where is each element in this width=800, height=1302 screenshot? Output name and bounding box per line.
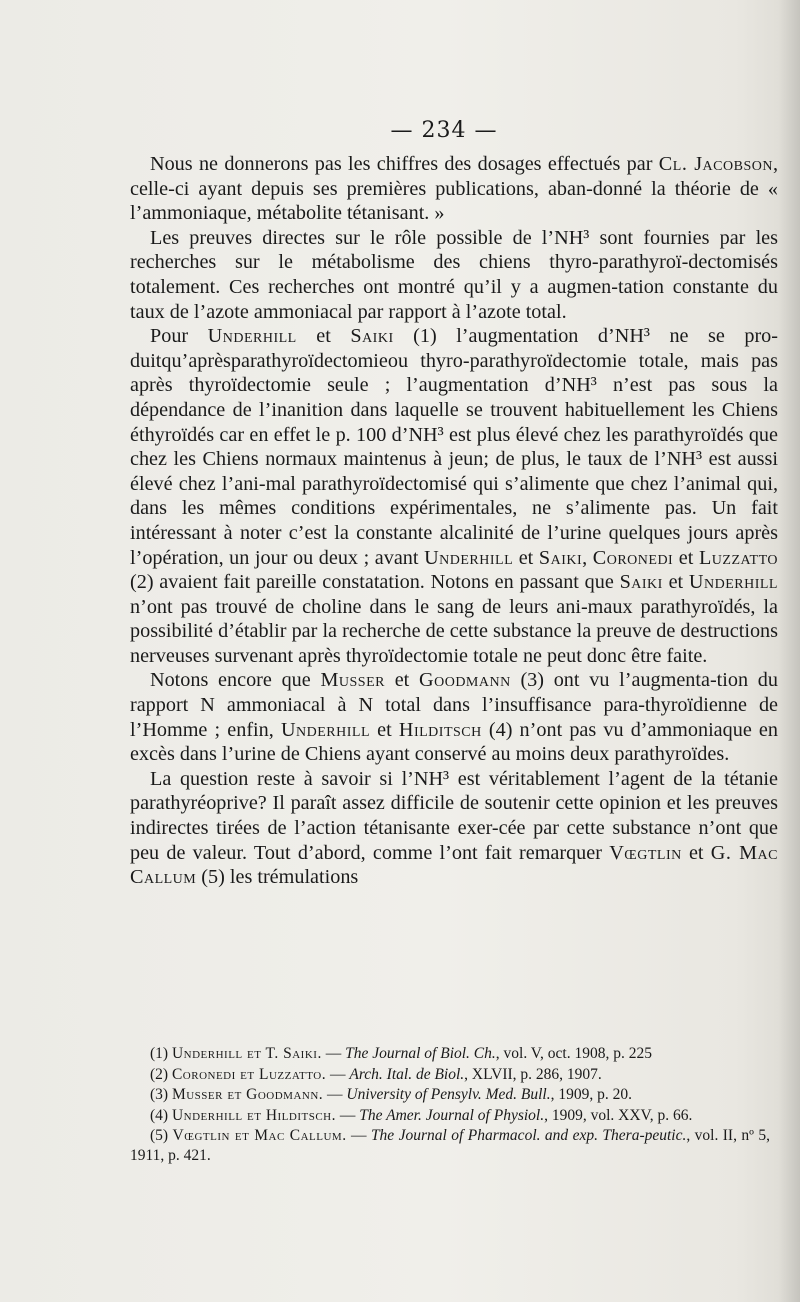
author-name: G. Mac Callum — [130, 841, 779, 889]
author-name: Hilditsch — [398, 718, 482, 741]
author-name: Saiki — [619, 571, 663, 594]
author-name: Saiki — [538, 546, 583, 569]
footnote-separator: — — [323, 1086, 347, 1103]
footnote-separator: — — [321, 1045, 346, 1062]
footnote-number: (1) — [150, 1045, 172, 1062]
footnote-5 — [130, 1126, 770, 1165]
author-name: Musser — [320, 669, 385, 692]
footnote-number: (5) — [150, 1127, 173, 1144]
text: Les preuves directes sur le rôle possible de l’NH³ sont fournies par les recherches sur le métabolisme des chiens thyro-parathyroï-dectomisés totalement. Ces recherches ont montré qu’il y a augmen-tation constante du taux de l’azote ammoniacal par rapport à l’azote total. — [130, 226, 778, 323]
footnote-journal: University of Pensylv. Med. Bull. — [346, 1086, 551, 1103]
text: et — [662, 571, 689, 594]
footnotes — [130, 1044, 770, 1166]
text: et — [673, 546, 699, 569]
footnote-4 — [130, 1106, 770, 1126]
footnote-reference: , 1909, vol. XXV, p. 66. — [544, 1106, 693, 1124]
body-text — [130, 152, 778, 890]
text: et — [370, 718, 399, 741]
author-name: Goodmann — [419, 669, 511, 692]
text: Notons encore que — [150, 669, 321, 692]
author-name: Luzzatto — [698, 546, 779, 569]
text: La question reste à savoir si l’NH³ est véritablement l’agent de la tétanie parathyréoprive? Il paraît assez difficile de soutenir cette opinion et les preuves indirectes tirées de l’action tétanisante exer-cée par cette substance n’ont que peu de valeur. Tout d’abord, comme l’ont fait remarquer — [130, 767, 778, 864]
text: , — [582, 546, 593, 569]
footnote-journal: The Amer. Journal of Physiol. — [359, 1106, 545, 1124]
text: n’ont pas trouvé de choline dans le sang de leurs ani-maux parathyroïdés, la possibilité d’établir par la recherche de cette substance la preuve de destructions nerveuses survenant après thyroïdectomie totale ne peut donc être faite. — [130, 595, 778, 667]
footnote-separator: — — [346, 1127, 371, 1144]
author-name: Underhill — [207, 325, 297, 348]
author-name: Underhill — [280, 718, 371, 741]
footnote-number: (3) — [150, 1086, 172, 1103]
author-name: Coronedi — [592, 546, 674, 569]
author-name: Cl. Jacobson — [658, 153, 773, 175]
paragraph-5 — [130, 767, 778, 890]
author-name: Underhill — [688, 571, 778, 594]
footnote-reference: , vol. II, nº 5, 1911, p. 421. — [130, 1127, 771, 1164]
paragraph-4 — [130, 668, 778, 766]
paragraph-3 — [130, 324, 778, 668]
footnote-number: (4) — [150, 1106, 172, 1124]
footnote-reference: , vol. V, oct. 1908, p. 225 — [495, 1045, 652, 1062]
text: (5) les trémulations — [196, 866, 359, 889]
text: (2) avaient fait pareille constatation. Notons en passant que — [130, 571, 620, 594]
footnote-2 — [130, 1065, 770, 1085]
page-number: — 234 — — [390, 118, 498, 143]
text: , celle-ci ayant depuis ses premières publications, aban-donné la théorie de « l’ammoniaque, métabolite tétanisant. » — [130, 153, 778, 225]
footnote-authors: Coronedi et Luzzatto. — [171, 1065, 327, 1083]
text: (4) n’ont pas vu d’ammoniaque en excès dans l’urine de Chiens ayant conservé au moins deux parathyroïdes. — [130, 718, 778, 766]
footnote-authors: Musser et Goodmann. — [171, 1086, 324, 1103]
footnote-number: (2) — [150, 1065, 172, 1083]
text: et — [513, 546, 539, 569]
text: et — [384, 669, 420, 692]
text: et — [296, 325, 351, 348]
footnote-journal: Arch. Ital. de Biol. — [349, 1065, 465, 1083]
footnote-reference: , 1909, p. 20. — [550, 1086, 632, 1103]
footnote-separator: — — [326, 1065, 350, 1083]
author-name: Underhill — [424, 546, 514, 569]
author-name: Saiki — [350, 325, 394, 348]
footnote-authors: Underhill et Hilditsch. — [171, 1106, 336, 1124]
footnote-separator: — — [336, 1106, 360, 1124]
author-name: Vœgtlin — [609, 841, 682, 864]
footnote-reference: , XLVII, p. 286, 1907. — [464, 1065, 602, 1083]
footnote-journal: The Journal of Biol. Ch. — [345, 1045, 496, 1062]
text: (3) ont vu l’augmenta-tion du rapport N ammoniacal à N total dans l’insuffisance para-thyroïdienne de l’Homme ; enfin, — [130, 669, 778, 741]
text: et — [681, 841, 711, 864]
footnote-journal: The Journal of Pharmacol. and exp. Thera-peutic. — [370, 1127, 687, 1144]
paragraph-2 — [130, 226, 778, 324]
footnote-1 — [130, 1044, 770, 1064]
paragraph-1 — [130, 152, 778, 226]
text: Nous ne donnerons pas les chiffres des dosages effectués par — [150, 153, 659, 175]
text: Pour — [150, 325, 208, 348]
footnote-authors: Vœgtlin et Mac Callum. — [172, 1127, 347, 1144]
text: (1) l’augmentation d’NH³ ne se pro-duitqu’aprèsparathyroïdectomieou thyro-parathyroïdectomie totale, mais pas après thyroïdectomie seule ; l’augmentation d’NH³ n’est pas sous la dépendance de l’inanition dans laquelle se trouvent habituellement les Chiens éthyroïdés car en effet le p. 100 d’NH³ est plus élevé chez les parathyroïdés que chez les Chiens normaux maintenus à jeun; de plus, le taux de l’NH³ est aussi élevé chez l’ani-mal parathyroïdectomisé qui s’alimente que chez l’animal qui, dans les mêmes conditions expérimentales, ne s’alimente pas. Un fait intéressant à noter c’est la constante alcalinité de l’urine quelques jours après l’opération, un jour ou deux ; avant — [130, 325, 778, 569]
footnote-authors: Underhill et T. Saiki. — [171, 1045, 322, 1062]
page-edge-shadow — [778, 0, 800, 1302]
footnote-3 — [130, 1085, 770, 1105]
